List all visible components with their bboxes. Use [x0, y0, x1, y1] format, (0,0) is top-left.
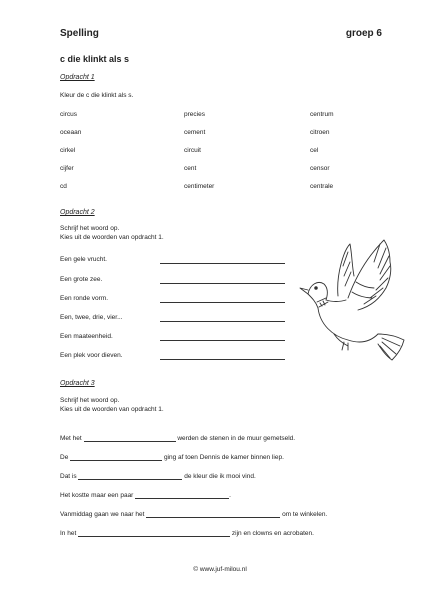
word-cell: cel: [310, 147, 319, 154]
clue-text: Een plek voor dieven.: [60, 352, 123, 359]
sentence-after: ging af toen Dennis de kamer binnen liep.: [163, 454, 284, 461]
assignment1-heading: Opdracht 1: [60, 74, 95, 81]
sentence-after: werden de stenen in de muur gemetseld.: [177, 435, 296, 442]
clue-text: Een gele vrucht.: [60, 256, 107, 263]
sentence-before: Vanmiddag gaan we naar het: [60, 511, 145, 518]
word-cell: circus: [60, 111, 77, 118]
clue-text: Een, twee, drie, vier...: [60, 314, 123, 321]
blank-line[interactable]: [146, 510, 280, 518]
assignment2-instruction: Kies uit de woorden van opdracht 1.: [60, 234, 164, 241]
answer-line[interactable]: [160, 283, 285, 284]
grade-label: groep 6: [345, 28, 382, 39]
topic-title: c die klinkt als s: [60, 54, 130, 64]
word-cell: cent: [184, 165, 197, 172]
answer-line[interactable]: [160, 340, 285, 341]
clue-text: Een maateenheid.: [60, 333, 113, 340]
word-cell: citroen: [310, 129, 330, 136]
sentence-after: .: [229, 492, 231, 499]
answer-line[interactable]: [160, 359, 285, 360]
word-cell: precies: [184, 111, 205, 118]
clue-text: Een ronde vorm.: [60, 295, 109, 302]
sentence-before: Dat is: [60, 473, 77, 480]
sentence-after: de kleur die ik mooi vind.: [184, 473, 256, 480]
fill-sentence: [60, 453, 284, 461]
word-cell: cijfer: [60, 165, 74, 172]
assignment3-instruction: Kies uit de woorden van opdracht 1.: [60, 406, 164, 413]
assignment2-instruction: Schrijf het woord op.: [60, 225, 120, 232]
sentence-before: De: [60, 454, 69, 461]
assignment2-heading: Opdracht 2: [60, 209, 95, 216]
assignment3-instruction: Schrijf het woord op.: [60, 397, 120, 404]
fill-sentence: [60, 472, 256, 480]
word-cell: circuit: [184, 147, 201, 154]
subject-title: Spelling: [60, 28, 99, 39]
word-cell: cirkel: [60, 147, 76, 154]
sentence-before: Met het: [60, 435, 82, 442]
blank-line[interactable]: [78, 529, 230, 537]
word-cell: censor: [310, 165, 330, 172]
footer-copyright: © www.juf-milou.nl: [193, 566, 247, 573]
answer-line[interactable]: [160, 321, 285, 322]
fill-sentence: [60, 529, 314, 537]
dove-icon: [286, 236, 408, 370]
word-cell: cd: [60, 183, 67, 190]
blank-line[interactable]: [84, 434, 176, 442]
sentence-after: om te winkelen.: [282, 511, 328, 518]
blank-line[interactable]: [70, 453, 162, 461]
blank-line[interactable]: [78, 472, 182, 480]
word-cell: centrum: [310, 111, 334, 118]
fill-sentence: [60, 434, 295, 442]
assignment1-instruction: Kleur de c die klinkt als s.: [60, 92, 134, 99]
answer-line[interactable]: [160, 302, 285, 303]
sentence-after: zijn en clowns en acrobaten.: [231, 530, 314, 537]
clue-text: Een grote zee.: [60, 276, 103, 283]
fill-sentence: [60, 491, 231, 499]
assignment3-heading: Opdracht 3: [60, 380, 95, 387]
fill-sentence: [60, 510, 327, 518]
word-cell: oceaan: [60, 129, 82, 136]
word-cell: centimeter: [184, 183, 215, 190]
blank-line[interactable]: [135, 491, 229, 499]
answer-line[interactable]: [160, 263, 285, 264]
sentence-before: In het: [60, 530, 77, 537]
sentence-before: Het kostte maar een paar: [60, 492, 134, 499]
word-cell: centrale: [310, 183, 334, 190]
word-cell: cement: [184, 129, 206, 136]
